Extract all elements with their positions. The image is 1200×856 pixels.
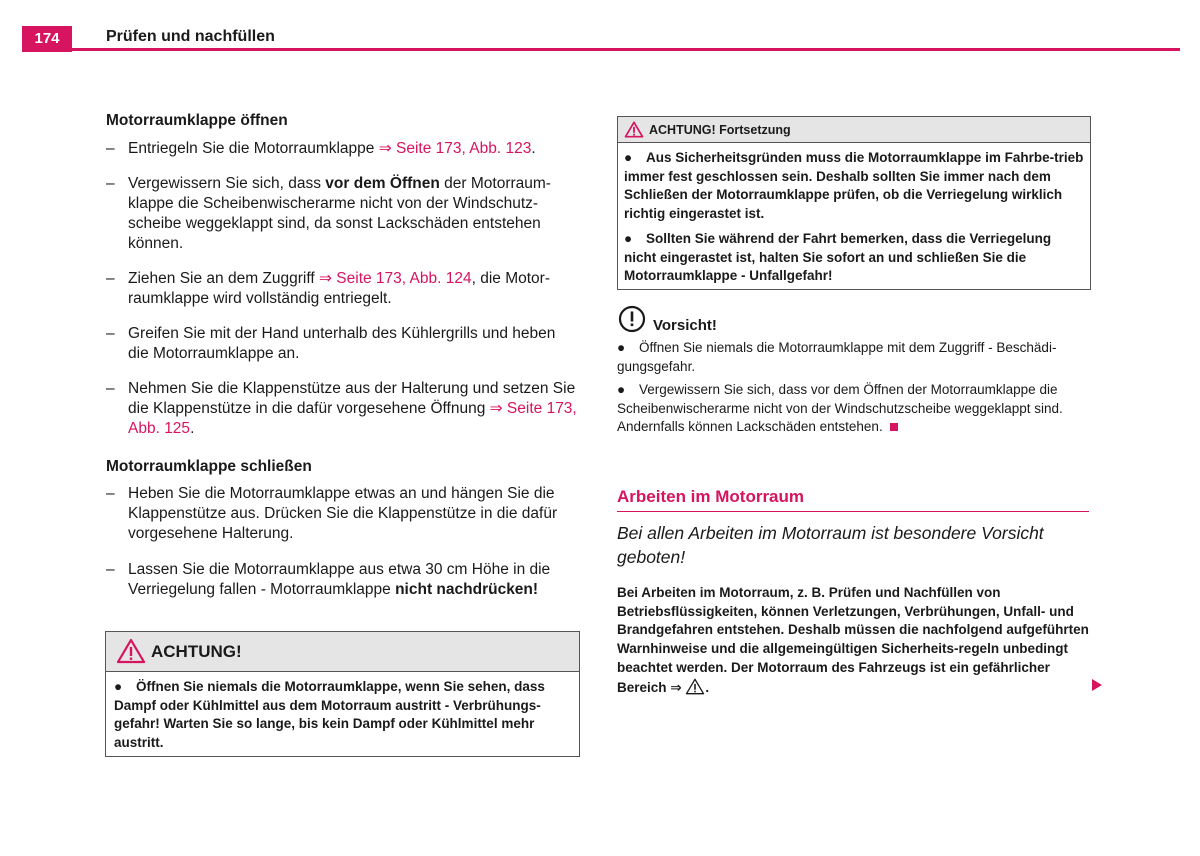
step-dash: – — [106, 270, 115, 287]
page-reference-link[interactable]: ⇒ Seite 173, Abb. 124 — [319, 270, 472, 287]
step-dash: – — [106, 140, 115, 157]
warning-triangle-icon[interactable] — [685, 678, 705, 695]
open-step-5 — [106, 379, 578, 439]
page-reference-link[interactable]: ⇒ Seite 173, Abb. 125 — [128, 400, 577, 437]
step-text: Greifen Sie mit der Hand unterhalb des Kühlergrills und heben die Motorraumklappe an. — [128, 325, 556, 362]
warning-continued-header — [618, 117, 1090, 143]
step-dash: – — [106, 561, 115, 578]
caution-item-text: Vergewissern Sie sich, dass vor dem Öffnen der Motorraumklappe die Scheibenwischerarme nicht von der Windschutzscheibe weggeklappt sind. Andernfalls können Lackschäden entstehen. — [617, 382, 1063, 434]
warning-item: ● Aus Sicherheitsgründen muss die Motorraumklappe im Fahrbe-trieb immer fest geschlossen sein. Deshalb sollten Sie immer nach dem Schließen der Motorraumklappe prüfen, ob die Verriegelung wirklich richtig eingerastet ist. — [624, 150, 1084, 222]
warning-continued-title: ACHTUNG! Fortsetzung — [649, 123, 791, 137]
step-text: Lassen Sie die Motorraumklappe aus etwa 30 cm Höhe in die Verriegelung fallen - Motorraumklappe — [128, 561, 551, 598]
warning-item-text: Öffnen Sie niemals die Motorraumklappe, wenn Sie sehen, dass Dampf oder Kühlmittel aus dem Motorraum austritt - Verbrühungs-gefahr! Warten Sie so lange, bis kein Dampf oder Kühlmittel mehr austritt. — [114, 679, 545, 750]
step-dash: – — [106, 175, 115, 192]
warning-item: ● Sollten Sie während der Fahrt bemerken, dass die Verriegelung nicht eingerastet ist, halten Sie sofort an und schließen Sie die Motorraumklappe - Unfallgefahr! — [624, 230, 1052, 284]
exclamation-circle-icon — [618, 305, 646, 333]
step-text-end: . — [531, 140, 536, 157]
section-title: Prüfen und nachfüllen — [106, 28, 275, 45]
open-step-3 — [106, 269, 578, 309]
engine-bay-body-end: . — [705, 679, 710, 695]
warning-item-text: Sollten Sie während der Fahrt bemerken, dass die Verriegelung nicht eingerastet ist, halten Sie sofort an und schließen Sie die Motorraumklappe - Unfallgefahr! — [624, 230, 1052, 284]
step-dash: – — [106, 485, 115, 502]
warning-box — [105, 631, 580, 757]
caution-item-text: Öffnen Sie niemals die Motorraumklappe mit dem Zuggriff - Beschädi-gungsgefahr. — [617, 340, 1057, 374]
open-step-1 — [106, 139, 578, 159]
page-reference-link[interactable]: ⇒ Seite 173, Abb. 123 — [378, 140, 532, 157]
continue-arrow-icon[interactable] — [1091, 678, 1103, 692]
warning-continued-box — [617, 116, 1091, 290]
step-text: Vergewissern Sie sich, dass — [128, 175, 326, 192]
step-text-end: . — [190, 420, 195, 437]
caution-item: ● Vergewissern Sie sich, dass vor dem Öffnen der Motorraumklappe die Scheibenwischerarme nicht von der Windschutzscheibe weggeklappt sind. Andernfalls können Lackschäden entstehen. — [617, 382, 1063, 434]
step-text: Entriegeln Sie die Motorraumklappe — [128, 140, 379, 157]
warning-box-header — [106, 632, 579, 672]
warning-item: ● Öffnen Sie niemals die Motorraumklappe, wenn Sie sehen, dass Dampf oder Kühlmittel aus dem Motorraum austritt - Verbrühungs-gefahr! Warten Sie so lange, bis kein Dampf oder Kühlmittel mehr austritt. — [114, 679, 545, 750]
warning-triangle-icon — [116, 638, 146, 664]
page-number: 174 — [22, 26, 72, 52]
step-emphasis: nicht nachdrücken! — [395, 581, 539, 598]
close-step-2 — [106, 560, 578, 600]
end-square-icon — [890, 423, 898, 431]
open-step-4 — [106, 324, 578, 364]
engine-bay-body — [617, 584, 1089, 697]
warning-item-text: Aus Sicherheitsgründen muss die Motorraumklappe im Fahrbe-trieb immer fest geschlossen sein. Deshalb sollten Sie immer nach dem Schließen der Motorraumklappe prüfen, ob die Verriegelung wirklich richtig eingerastet ist. — [624, 150, 1084, 222]
engine-bay-title: Arbeiten im Motorraum — [617, 487, 805, 506]
step-dash: – — [106, 380, 115, 397]
close-step-1 — [106, 484, 578, 544]
engine-bay-rule — [617, 511, 1089, 512]
step-text: Nehmen Sie die Klappenstütze aus der Halterung und setzen Sie die Klappenstütze in die dafür vorgesehene Öffnung — [128, 380, 576, 417]
reference-arrow[interactable]: ⇒ — [670, 679, 682, 695]
close-heading: Motorraumklappe schließen — [106, 458, 312, 475]
open-step-2 — [106, 174, 578, 254]
open-heading: Motorraumklappe öffnen — [106, 112, 288, 129]
step-text: Heben Sie die Motorraumklappe etwas an und hängen Sie die Klappenstütze aus. Drücken Sie die Klappenstütze in die dafür vorgesehene Halterung. — [128, 485, 558, 542]
step-emphasis: vor dem Öffnen — [325, 175, 440, 192]
warning-title: ACHTUNG! — [151, 642, 242, 661]
engine-bay-lead: Bei allen Arbeiten im Motorraum ist besondere Vorsicht geboten! — [617, 523, 1044, 567]
caution-title: Vorsicht! — [653, 317, 717, 334]
step-dash: – — [106, 325, 115, 342]
caution-item: ● Öffnen Sie niemals die Motorraumklappe mit dem Zuggriff - Beschädi-gungsgefahr. — [617, 340, 1057, 374]
header-rule — [22, 48, 1180, 51]
engine-bay-body-text: Bei Arbeiten im Motorraum, z. B. Prüfen und Nachfüllen von Betriebsflüssigkeiten, können Verletzungen, Verbrühungen, Unfall- und Brandgefahren entstehen. Deshalb müssen die nachfolgend aufgeführten Warnhinweise und die allgemeingültigen Sicherheits-regeln unbedingt beachtet werden. Der Motorraum des Fahrzeugs ist ein gefährlicher Bereich — [617, 585, 1089, 695]
step-text-end: der Motorraum-klappe die Scheibenwischerarme nicht von der Windschutz-scheibe weggeklappt sind, da sonst Lackschäden entstehen können. — [128, 175, 551, 252]
warning-triangle-icon — [624, 121, 644, 138]
step-text-end: , die Motor-raumklappe wird vollständig entriegelt. — [128, 270, 550, 307]
step-text: Ziehen Sie an dem Zuggriff — [128, 270, 319, 287]
